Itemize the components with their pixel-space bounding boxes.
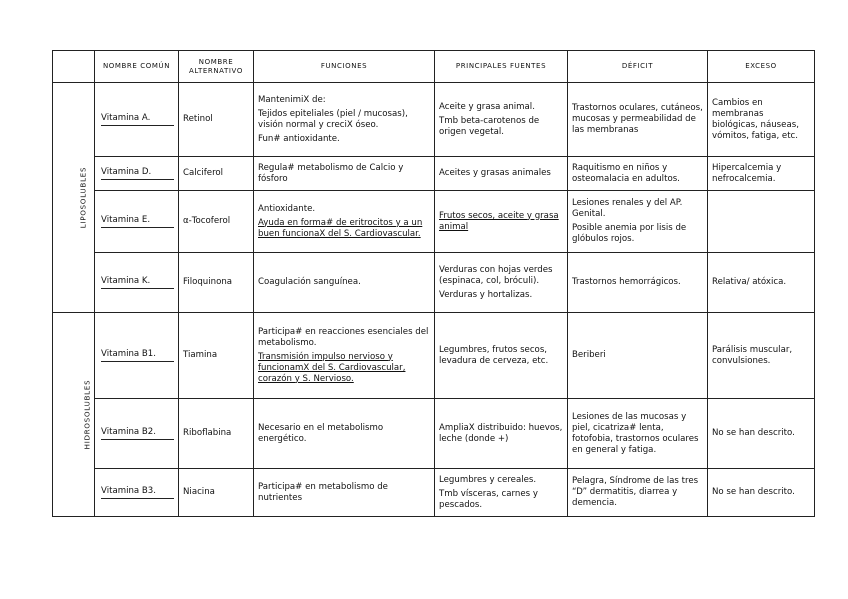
vitamin-alt-name: Riboflabina bbox=[179, 399, 254, 469]
vitamin-sources: Legumbres, frutos secos, levadura de cerveza, etc. bbox=[435, 313, 568, 399]
table-row-vitamin-d bbox=[53, 157, 815, 191]
vitamin-excess: Hipercalcemia y nefrocalcemia. bbox=[708, 157, 815, 191]
vitamin-alt-name: Niacina bbox=[179, 469, 254, 517]
vitamin-alt-name: Calciferol bbox=[179, 157, 254, 191]
vitamin-functions: Necesario en el metabolismo energético. bbox=[254, 399, 435, 469]
vitamin-alt-name: Tiamina bbox=[179, 313, 254, 399]
vitamin-name: Vitamina B1. bbox=[95, 313, 179, 399]
vitamin-name: Vitamina B3. bbox=[95, 469, 179, 517]
vitamin-functions: Antioxidante. Ayuda en forma# de eritrocitos y a un buen funcionaX del S. Cardiovascular. bbox=[254, 191, 435, 253]
vitamin-functions: Participa# en metabolismo de nutrientes bbox=[254, 469, 435, 517]
vitamin-deficit: Trastornos hemorrágicos. bbox=[568, 253, 708, 313]
vitamin-sources: Legumbres y cereales. Tmb vísceras, carnes y pescados. bbox=[435, 469, 568, 517]
vitamin-sources: Aceite y grasa animal. Tmb beta-carotenos de origen vegetal. bbox=[435, 83, 568, 157]
vitamin-deficit: Trastornos oculares, cutáneos, mucosas y permeabilidad de las membranas bbox=[568, 83, 708, 157]
table-row-vitamin-b2 bbox=[53, 399, 815, 469]
vitamin-deficit: Raquitismo en niños y osteomalacia en adultos. bbox=[568, 157, 708, 191]
vitamin-excess: Cambios en membranas biológicas, náuseas, vómitos, fatiga, etc. bbox=[708, 83, 815, 157]
vitamin-excess: Relativa/ atóxica. bbox=[708, 253, 815, 313]
group-hidrosolubles: HIDROSOLUBLES bbox=[53, 313, 95, 517]
vitamin-functions: Participa# en reacciones esenciales del metabolismo. Transmisión impulso nervioso y funcionamX del S. Cardiovascular, corazón y S. Nervioso. bbox=[254, 313, 435, 399]
table-row-vitamin-k bbox=[53, 253, 815, 313]
vitamin-excess: No se han descrito. bbox=[708, 469, 815, 517]
vitamin-name: Vitamina K. bbox=[95, 253, 179, 313]
vitamin-name: Vitamina B2. bbox=[95, 399, 179, 469]
table-row-vitamin-e bbox=[53, 191, 815, 253]
table-row-vitamin-b3 bbox=[53, 469, 815, 517]
vitamin-sources: AmpliaX distribuido: huevos, leche (donde +) bbox=[435, 399, 568, 469]
header-empty bbox=[53, 51, 95, 83]
header-functions: FUNCIONES bbox=[254, 51, 435, 83]
vitamin-name: Vitamina D. bbox=[95, 157, 179, 191]
table-row-vitamin-b1 bbox=[53, 313, 815, 399]
header-excess: EXCESO bbox=[708, 51, 815, 83]
vitamin-deficit: Lesiones de las mucosas y piel, cicatriza# lenta, fotofobia, trastornos oculares en general y fatiga. bbox=[568, 399, 708, 469]
vitamin-sources: Verduras con hojas verdes (espinaca, col, bróculi). Verduras y hortalizas. bbox=[435, 253, 568, 313]
header-sources: PRINCIPALES FUENTES bbox=[435, 51, 568, 83]
vitamin-functions: Regula# metabolismo de Calcio y fósforo bbox=[254, 157, 435, 191]
vitamin-functions: Coagulación sanguínea. bbox=[254, 253, 435, 313]
vitamin-alt-name: Retinol bbox=[179, 83, 254, 157]
group-liposolubles: LIPOSOLUBLES bbox=[53, 83, 95, 313]
vitamin-excess: No se han descrito. bbox=[708, 399, 815, 469]
header-common-name: NOMBRE COMÚN bbox=[95, 51, 179, 83]
vitamin-deficit: Lesiones renales y del AP. Genital. Posible anemia por lisis de glóbulos rojos. bbox=[568, 191, 708, 253]
vitamin-name: Vitamina E. bbox=[95, 191, 179, 253]
vitamin-sources: Aceites y grasas animales bbox=[435, 157, 568, 191]
vitamin-sources: Frutos secos, aceite y grasa animal bbox=[435, 191, 568, 253]
vitamin-functions: MantenimiX de: Tejidos epiteliales (piel / mucosas), visión normal y creciX óseo. Fun# antioxidante. bbox=[254, 83, 435, 157]
vitamin-deficit: Pelagra, Síndrome de las tres “D” dermatitis, diarrea y demencia. bbox=[568, 469, 708, 517]
table-row-vitamin-a bbox=[53, 83, 815, 157]
vitamin-name: Vitamina A. bbox=[95, 83, 179, 157]
vitamin-alt-name: α-Tocoferol bbox=[179, 191, 254, 253]
header-alternative-name: NOMBRE ALTERNATIVO bbox=[179, 51, 254, 83]
header-row bbox=[53, 51, 815, 83]
header-deficit: DÉFICIT bbox=[568, 51, 708, 83]
vitamin-alt-name: Filoquinona bbox=[179, 253, 254, 313]
vitamin-excess: Parálisis muscular, convulsiones. bbox=[708, 313, 815, 399]
vitamin-deficit: Beriberi bbox=[568, 313, 708, 399]
vitamin-excess bbox=[708, 191, 815, 253]
vitamins-table bbox=[52, 50, 815, 517]
